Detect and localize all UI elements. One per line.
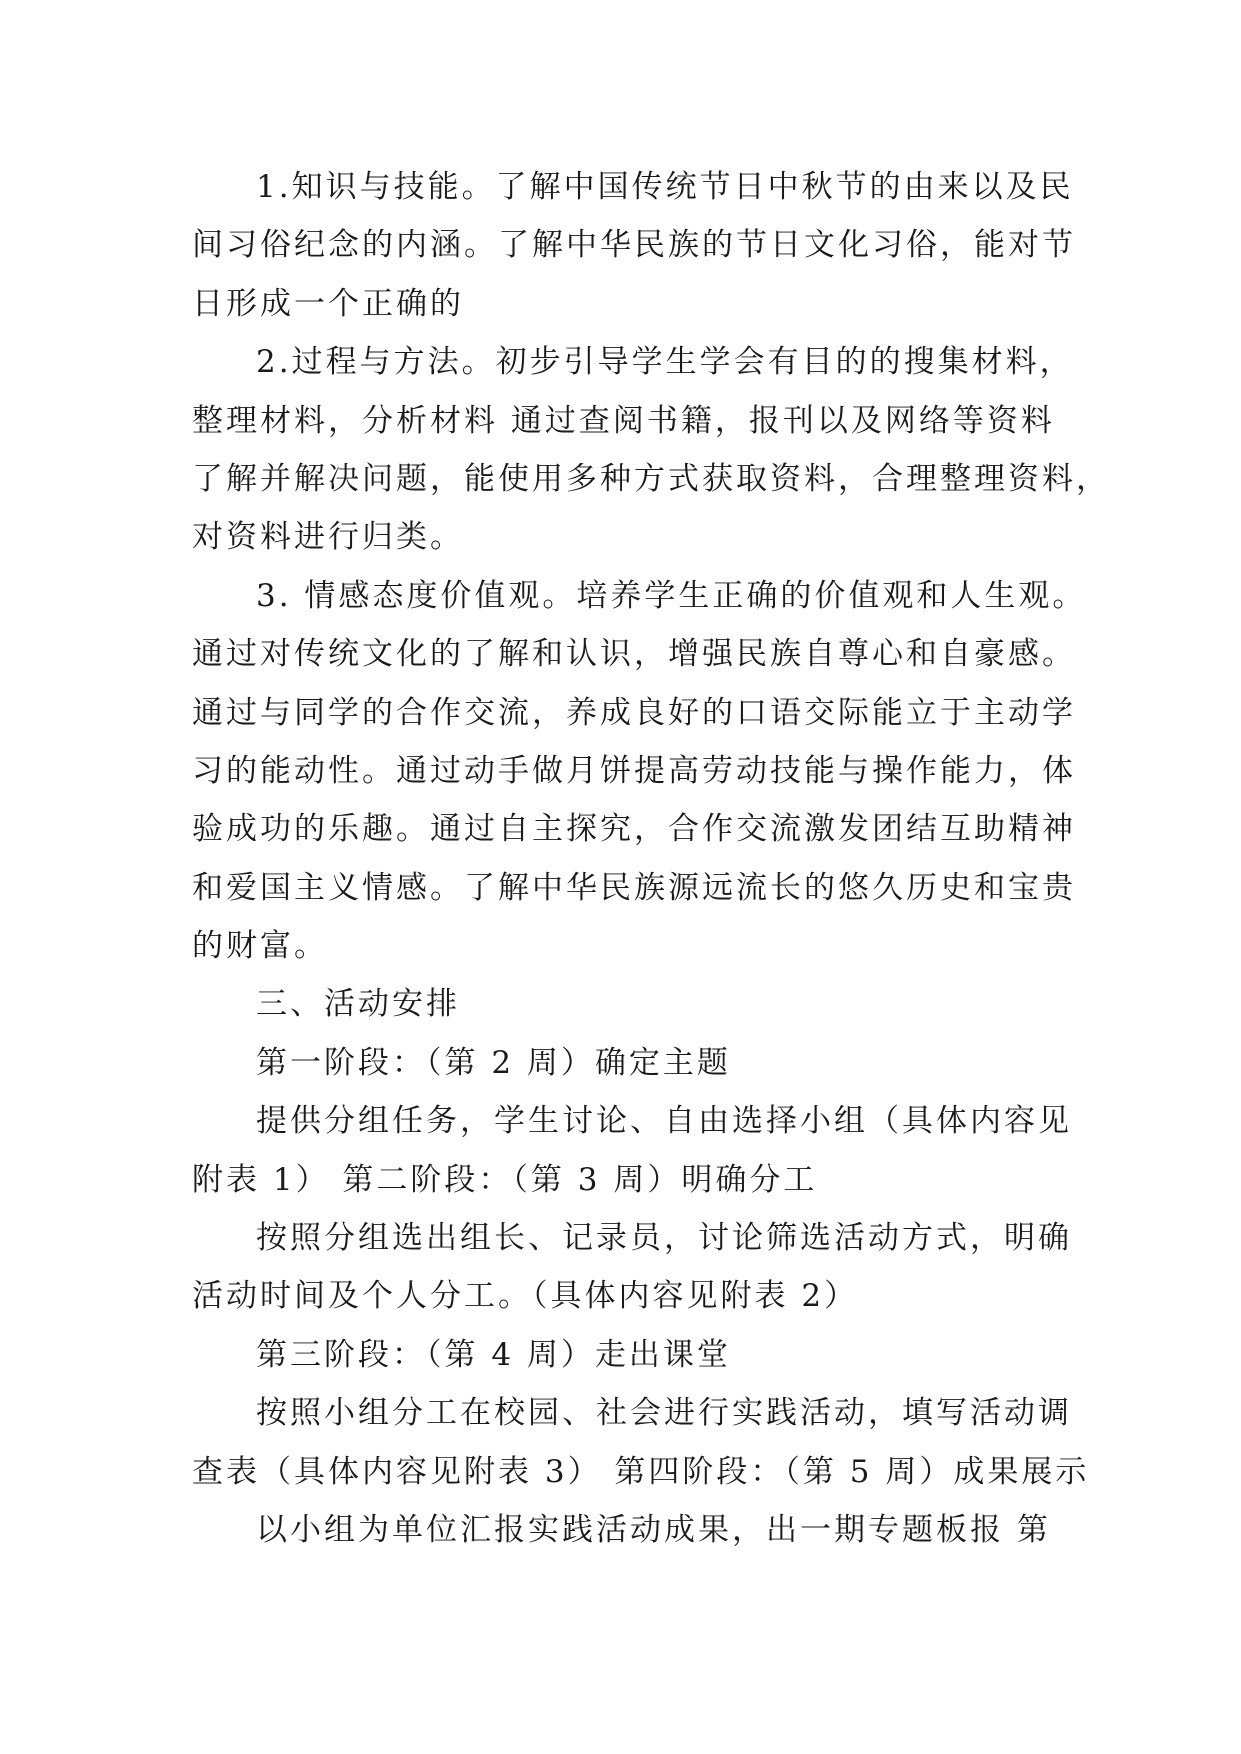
text-line: 验成功的乐趣。通过自主探究，合作交流激发团结互助精神 xyxy=(192,811,1076,848)
text-line: 三、活动安排 xyxy=(256,986,460,1023)
text-line: 了解并解决问题，能使用多种方式获取资料，合理整理资料， xyxy=(192,460,1110,497)
text-line: 习的能动性。通过动手做月饼提高劳动技能与操作能力，体 xyxy=(192,752,1076,789)
text-line: 第一阶段：（第 2 周）确定主题 xyxy=(256,1044,731,1081)
text-line: 按照小组分工在校园、社会进行实践活动，填写活动调 xyxy=(256,1395,1072,1432)
document-body xyxy=(192,158,1110,1559)
text-line: 提供分组任务，学生讨论、自由选择小组（具体内容见 xyxy=(256,1103,1072,1140)
text-line: 间习俗纪念的内涵。了解中华民族的节日文化习俗，能对节 xyxy=(192,227,1076,264)
text-line: 通过与同学的合作交流，养成良好的口语交际能立于主动学 xyxy=(192,694,1076,731)
text-line: 和爱国主义情感。了解中华民族源远流长的悠久历史和宝贵 xyxy=(192,869,1076,906)
text-line: 的财富。 xyxy=(192,928,328,965)
text-line: 活动时间及个人分工。（具体内容见附表 2） xyxy=(192,1278,859,1315)
text-line: 3. 情感态度价值观。培养学生正确的价值观和人生观。 xyxy=(256,577,1087,614)
text-line: 附表 1） 第二阶段：（第 3 周）明确分工 xyxy=(192,1161,818,1198)
text-line: 以小组为单位汇报实践活动成果，出一期专题板报 第 xyxy=(256,1511,1051,1548)
text-line: 日形成一个正确的 xyxy=(192,285,464,322)
text-line: 1.知识与技能。了解中国传统节日中秋节的由来以及民 xyxy=(256,169,1074,205)
text-line: 2.过程与方法。初步引导学生学会有目的的搜集材料， xyxy=(256,344,1074,381)
text-line: 第三阶段：（第 4 周）走出课堂 xyxy=(256,1336,731,1373)
text-line: 对资料进行归类。 xyxy=(192,519,464,556)
text-line: 查表（具体内容见附表 3） 第四阶段：（第 5 周）成果展示 xyxy=(192,1453,1090,1490)
text-line: 通过对传统文化的了解和认识，增强民族自尊心和自豪感。 xyxy=(192,636,1076,673)
text-line: 整理材料，分析材料 通过查阅书籍，报刊以及网络等资料 xyxy=(192,402,1055,439)
text-line: 按照分组选出组长、记录员，讨论筛选活动方式，明确 xyxy=(256,1220,1072,1257)
